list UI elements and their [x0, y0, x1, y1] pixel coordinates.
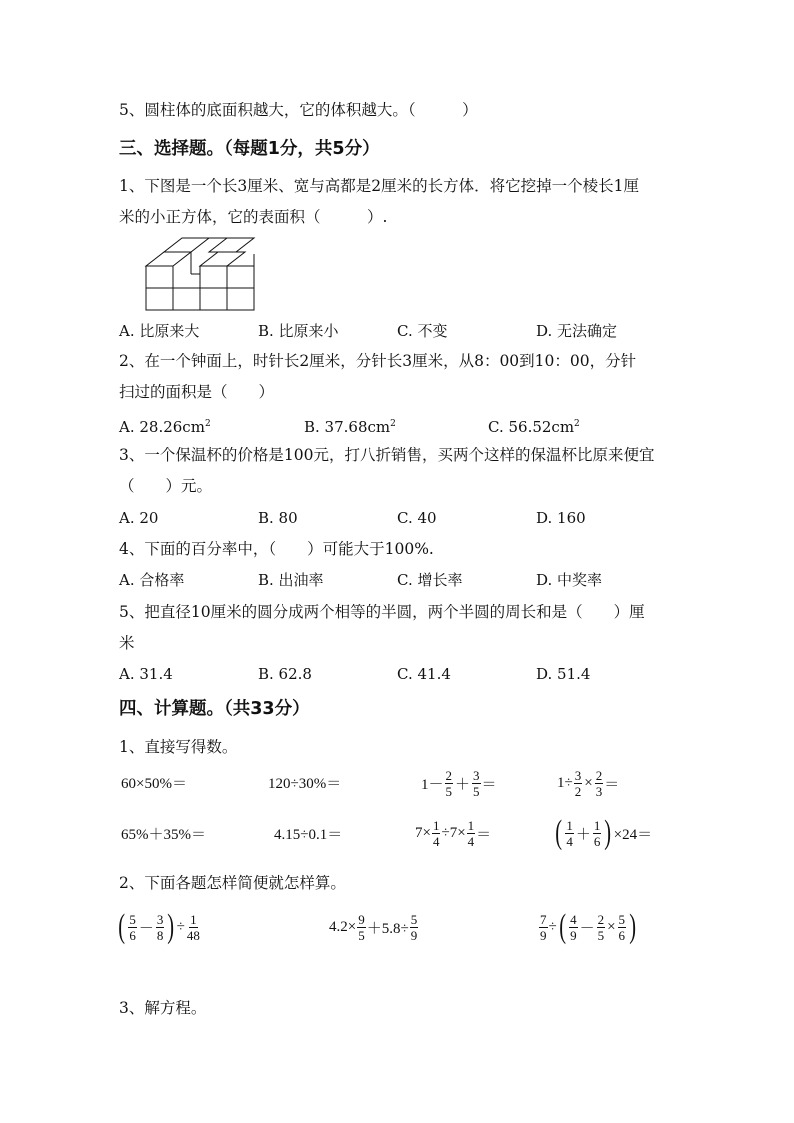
s1-frac-1 — [128, 912, 137, 943]
e8-f2-den: 6 — [593, 833, 601, 849]
choice-q5-line2: 米 — [119, 634, 135, 652]
s1-op: － — [138, 920, 154, 937]
s2-f1-den: 5 — [358, 927, 365, 943]
s3-frac-2 — [569, 912, 578, 943]
s1-rparen: ) — [167, 908, 175, 945]
choice-q4-line1: 4、下面的百分率中，（ ）可能大于100%. — [119, 540, 434, 558]
e7-f1-den: 4 — [432, 833, 440, 849]
s3-frac-3 — [597, 912, 606, 943]
q5-option-c: C. 41.4 — [397, 665, 451, 683]
choice-q3-line2: （ ）元。 — [119, 477, 213, 495]
s3-f1-num: 7 — [540, 911, 547, 927]
choice-q2-line1: 2、在一个钟面上，时针长2厘米，分针长3厘米，从8：00到10：00，分针 — [119, 352, 637, 370]
q3-option-a: A. 20 — [119, 509, 159, 527]
s3-rparen: ) — [629, 908, 637, 945]
q2-option-c — [488, 414, 580, 437]
s1-f1-den: 6 — [129, 927, 136, 943]
q4-option-c: C. 增长率 — [397, 571, 463, 589]
calc-e7 — [415, 814, 491, 852]
e7-f2-num: 1 — [467, 817, 475, 833]
q2-option-a-text: A. 28.26cm — [119, 418, 205, 436]
s3-frac-4 — [618, 912, 627, 943]
e4-frac-1 — [574, 768, 583, 799]
e8-op: ＋ — [575, 826, 591, 843]
e3-f1-den: 5 — [445, 783, 453, 799]
e7-frac-2 — [467, 818, 476, 849]
s2-frac-1 — [357, 912, 366, 943]
s2-f2-num: 5 — [410, 911, 418, 927]
e3-f2-num: 3 — [473, 767, 480, 783]
e8-rparen: ) — [604, 814, 612, 851]
s2-a: 4.2× — [329, 918, 357, 935]
s3-op2: × — [607, 918, 616, 935]
q2-option-b — [304, 414, 396, 437]
q5-option-a: A. 31.4 — [119, 665, 173, 683]
e3-pre: 1－ — [421, 776, 444, 793]
choice-q1-line1: 1、下图是一个长3厘米、宽与高都是2厘米的长方体．将它挖掉一个棱长1厘 — [119, 177, 639, 195]
s3-f2-num: 4 — [570, 911, 577, 927]
q3-option-c: C. 40 — [397, 509, 437, 527]
e7-f2-den: 4 — [467, 833, 475, 849]
s3-f1-den: 9 — [540, 927, 547, 943]
s1-f3-den: 48 — [186, 927, 200, 943]
e3-f2-den: 5 — [473, 783, 480, 799]
e3-post: ＝ — [481, 776, 497, 793]
e7-b: ÷7× — [441, 824, 466, 841]
calc-s1 — [116, 907, 202, 947]
choice-q5-line1: 5、把直径10厘米的圆分成两个相等的半圆，两个半圆的周长和是（ ）厘 — [119, 603, 645, 621]
s3-f4-num: 5 — [618, 911, 626, 927]
calc-e4 — [557, 764, 619, 802]
e3-op: ＋ — [455, 776, 471, 793]
q2-option-a — [119, 414, 211, 437]
q3-option-d: D. 160 — [536, 509, 586, 527]
e3-frac-2 — [472, 768, 481, 799]
q1-option-d: D. 无法确定 — [536, 322, 618, 340]
e8-frac-1 — [565, 818, 574, 849]
q5-option-d: D. 51.4 — [536, 665, 591, 683]
cuboid-figure — [138, 234, 258, 314]
e4-op: × — [584, 774, 593, 791]
calc-e5: 65%＋35%＝ — [121, 826, 206, 843]
e4-f1-den: 2 — [574, 783, 582, 799]
q4-option-d: D. 中奖率 — [536, 571, 603, 589]
e3-frac-1 — [445, 768, 454, 799]
s1-frac-3 — [186, 912, 201, 943]
e8-lparen: ( — [555, 814, 563, 851]
q1-option-c: C. 不变 — [397, 322, 448, 340]
e7-f1-num: 1 — [432, 817, 440, 833]
s2-b: ＋5.8÷ — [366, 920, 409, 937]
section-3-title: 三、选择题。（每题1分，共5分） — [119, 139, 380, 159]
calc-part-2-label: 2、下面各题怎样简便就怎样算。 — [119, 874, 346, 892]
s3-f3-den: 5 — [597, 927, 605, 943]
choice-q1-line2: 米的小正方体，它的表面积（ ）. — [119, 208, 388, 226]
s2-f1-num: 9 — [358, 911, 365, 927]
e4-f2-num: 2 — [595, 767, 603, 783]
calc-e8 — [553, 814, 652, 852]
e7-frac-1 — [432, 818, 441, 849]
e4-post: ＝ — [604, 776, 620, 793]
choice-q3-line1: 3、一个保温杯的价格是100元，打八折销售，买两个这样的保温杯比原来便宜 — [119, 446, 655, 464]
s3-frac-1 — [539, 912, 548, 943]
q3-option-b: B. 80 — [258, 509, 298, 527]
q2-option-c-text: C. 56.52cm — [488, 418, 575, 436]
s3-f4-den: 6 — [618, 927, 626, 943]
judge-question-5: 5、圆柱体的底面积越大，它的体积越大。（ ） — [119, 101, 478, 119]
e4-pre: 1÷ — [557, 774, 573, 791]
q2-option-c-sup: 2 — [574, 419, 580, 429]
e7-a: 7× — [415, 824, 431, 841]
s1-f3-num: 1 — [190, 911, 197, 927]
calc-e3 — [421, 764, 497, 802]
s2-frac-2 — [410, 912, 419, 943]
q4-option-b: B. 出油率 — [258, 571, 324, 589]
e8-f2-num: 1 — [593, 817, 601, 833]
e4-frac-2 — [595, 768, 604, 799]
calc-part-1-label: 1、直接写得数。 — [119, 738, 238, 756]
s1-mid: ÷ — [176, 918, 185, 935]
e8-f1-den: 4 — [566, 833, 573, 849]
e7-post: ＝ — [476, 826, 492, 843]
e4-f1-num: 3 — [574, 767, 582, 783]
calc-s3 — [538, 907, 638, 947]
s3-lparen: ( — [559, 908, 566, 945]
calc-e6: 4.15÷0.1＝ — [274, 826, 343, 843]
calc-e2: 120÷30%＝ — [268, 775, 342, 792]
q5-option-b: B. 62.8 — [258, 665, 312, 683]
e8-frac-2 — [593, 818, 602, 849]
s1-f1-num: 5 — [129, 911, 136, 927]
s3-a: ÷ — [548, 918, 557, 935]
s3-f3-num: 2 — [597, 911, 605, 927]
q2-option-a-sup: 2 — [204, 419, 211, 429]
s1-lparen: ( — [118, 908, 126, 945]
calc-s2 — [329, 907, 419, 947]
choice-q2-line2: 扫过的面积是（ ） — [119, 383, 275, 401]
s2-f2-den: 9 — [410, 927, 418, 943]
q2-option-b-text: B. 37.68cm — [304, 418, 391, 436]
s1-f2-den: 8 — [156, 927, 164, 943]
e4-f2-den: 3 — [595, 783, 603, 799]
s3-f2-den: 9 — [570, 927, 577, 943]
calc-e1: 60×50%＝ — [121, 775, 187, 792]
q4-option-a: A. 合格率 — [119, 571, 185, 589]
s1-frac-2 — [156, 912, 165, 943]
section-4-title: 四、计算题。（共33分） — [119, 699, 310, 719]
e3-f1-num: 2 — [445, 767, 453, 783]
calc-part-3-label: 3、解方程。 — [119, 999, 207, 1017]
e8-post: ×24＝ — [613, 826, 653, 843]
q1-option-b: B. 比原来小 — [258, 322, 339, 340]
e8-f1-num: 1 — [566, 817, 573, 833]
q1-option-a: A. 比原来大 — [119, 322, 200, 340]
q2-option-b-sup: 2 — [390, 419, 396, 429]
s1-f2-num: 3 — [156, 911, 164, 927]
s3-op1: － — [579, 920, 595, 937]
